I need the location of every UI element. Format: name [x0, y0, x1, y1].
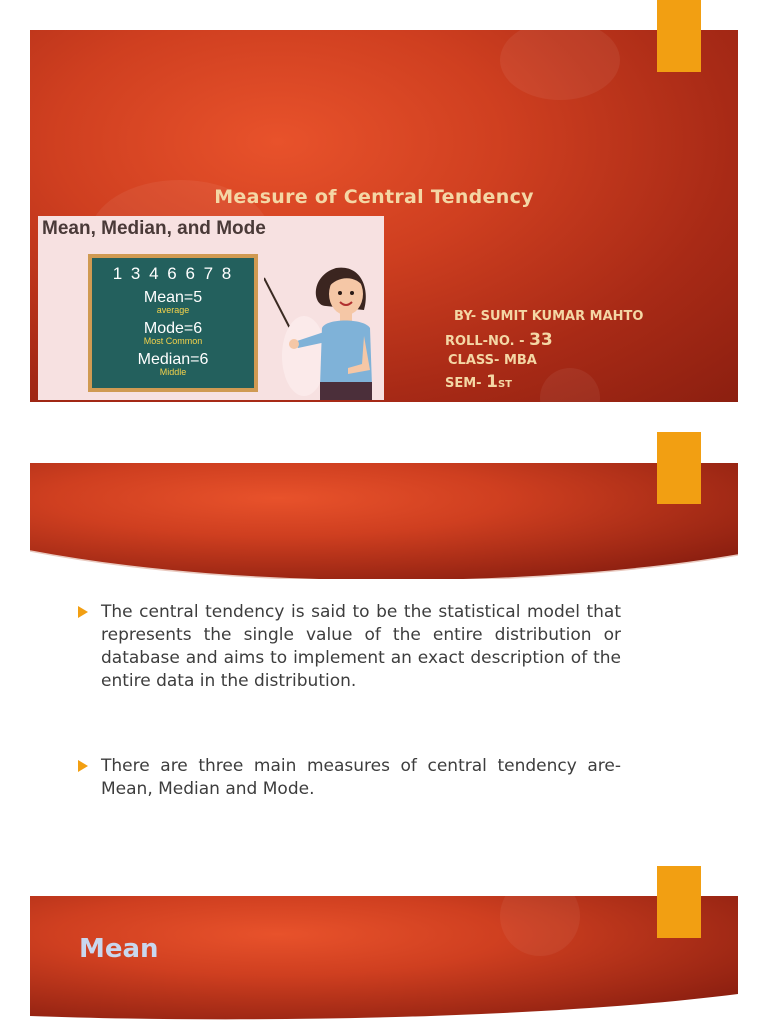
- roll-label: ROLL-NO. -: [445, 334, 530, 349]
- board-median: Median=6: [137, 351, 209, 368]
- board-mean-sub: average: [156, 305, 190, 315]
- slide-1-accent-tab: [657, 0, 701, 72]
- class-line: CLASS- MBA: [448, 353, 537, 368]
- bullet-arrow-icon: [78, 760, 88, 772]
- slide-1-title: Measure of Central Tendency: [214, 186, 534, 208]
- mean-median-mode-illustration: [38, 216, 384, 400]
- slide-1: [0, 0, 768, 432]
- chalkboard: [88, 254, 258, 392]
- slide-2-banner: [30, 463, 738, 579]
- bullet-text: The central tendency is said to be the statistical model that represents the single value of the entire distribution or database and aims to implement an exact description of the entire data in the distribution.: [101, 602, 621, 691]
- board-numbers: 1 3 4 6 6 7 8: [112, 264, 234, 283]
- roll-value: 33: [529, 330, 553, 350]
- bullet-item: [78, 601, 621, 693]
- sem-label: SEM-: [445, 376, 487, 391]
- sem-value: 1: [486, 372, 498, 392]
- slide-2-accent-tab: [657, 432, 701, 504]
- roll-line: [445, 330, 553, 350]
- slide-3-accent-tab: [657, 866, 701, 938]
- teacher-icon: [264, 236, 384, 400]
- slide-2: [0, 432, 768, 866]
- slide-3: [0, 866, 768, 1024]
- bullet-text: There are three main measures of central tendency are- Mean, Median and Mode.: [101, 756, 621, 799]
- slide-3-title: Mean: [79, 934, 159, 964]
- board-median-sub: Middle: [159, 367, 187, 377]
- board-mode-sub: Most Common: [143, 336, 203, 346]
- bullet-item: [78, 755, 621, 801]
- bullet-arrow-icon: [78, 606, 88, 618]
- board-mode: Mode=6: [143, 320, 203, 337]
- board-mean: Mean=5: [143, 289, 203, 306]
- author-line: BY- SUMIT KUMAR MAHTO: [454, 309, 644, 324]
- illustration-heading: Mean, Median, and Mode: [42, 218, 266, 239]
- sem-line: [445, 372, 512, 392]
- sem-suffix: ST: [497, 379, 512, 390]
